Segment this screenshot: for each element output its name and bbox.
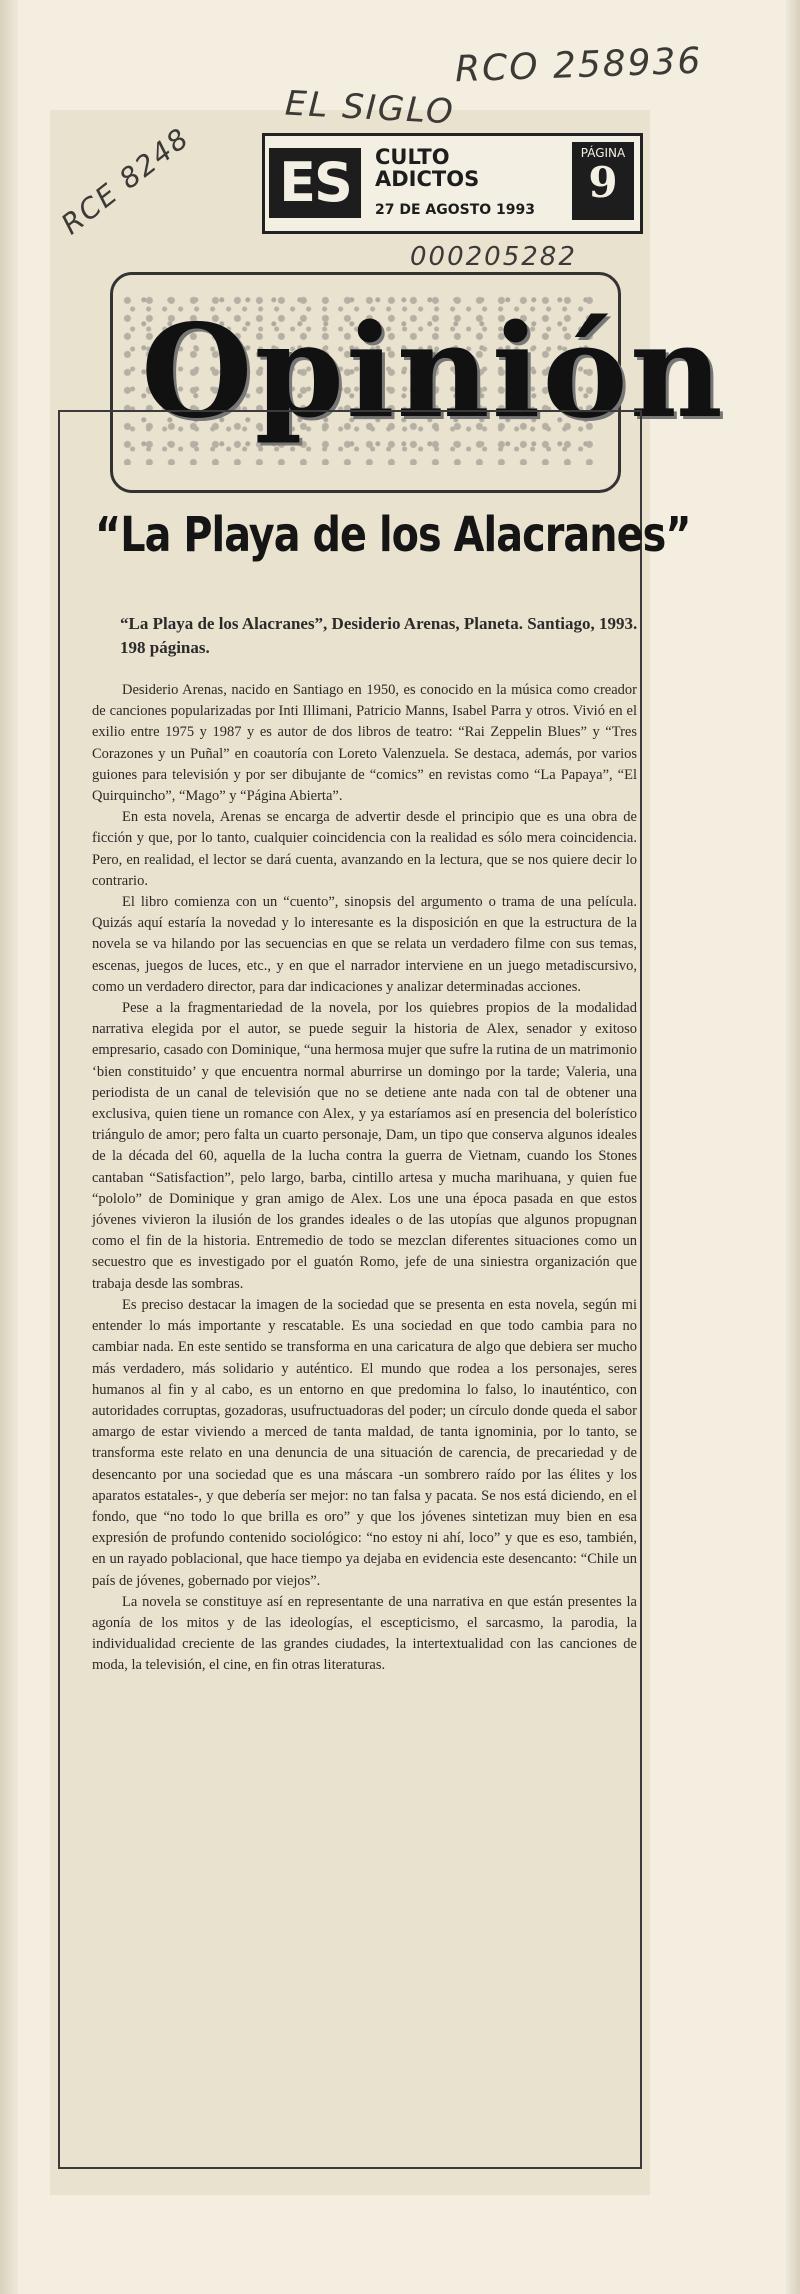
section-masthead bbox=[262, 133, 643, 234]
page-label: PÁGINA bbox=[580, 146, 626, 160]
section-title-line1: CULTO bbox=[375, 145, 450, 169]
page-edge-right bbox=[786, 0, 800, 2294]
article-body bbox=[92, 680, 637, 1677]
paragraph: En esta novela, Arenas se encarga de advertir desde el principio que es una obra de ficción y que, por lo tanto, cualquier coincidencia con la realidad es sólo mera coincidencia. Pero, en realidad, el lector se dará cuenta, avanzando en la lectura, que se nos quiere decir lo contrario. bbox=[92, 809, 637, 889]
section-logo: ES bbox=[269, 148, 361, 218]
page-edge-left bbox=[0, 0, 18, 2294]
section-title bbox=[375, 146, 479, 190]
paragraph: La novela se constituye así en representante de una narrativa en que están presentes la agonía de los mitos y de las ideologías, el escepticismo, el sarcasmo, la parodia, la individualidad creciente de las grandes ciudades, la intertextualidad con las canciones de moda, la televisión, el cine, en fin otras literaturas. bbox=[92, 1593, 637, 1674]
paragraph: Pese a la fragmentariedad de la novela, por los quiebres propios de la modalidad narrativa elegida por el autor, se puede seguir la historia de Alex, senador y exitoso empresario, casado con Dominique, “una hermosa mujer que sufre la rutina de un matrimonio ‘bien constituido’ y que encuentra normal aburrirse un domingo por la tarde; Valeria, una periodista de un canal de televisión que no se detiene ante nada con tal de obtener una exclusiva, quien tiene un romance con Alex, y ya estaríamos así en presencia del bolerístico triángulo de amor; pero falta un cuarto personaje, Dam, un tipo que conserva algunos ideales de la década del 60, aquella de la lucha contra la guerra de Vietnam, cuando los Stones cantaban “Satisfaction”, pelo largo, barba, cintillo artesa y mucha marihuana, y quien fue “pololo” de Dominique y gran amigo de Alex. Los une una época pasada en que estos jóvenes vivieron la ilusión de los grandes ideales o de las utopías que algunos propugnan como el fin de la historia. Entremedio de todo se mezclan diferentes situaciones como un secuestro que es investigado por el guatón Romo, jefe de una siniestra organización que trabaja desde las sombras. bbox=[92, 1000, 637, 1292]
archive-code: RCO 258936 bbox=[454, 40, 703, 91]
side-code: RCE 8248 bbox=[55, 120, 196, 242]
page-box bbox=[572, 142, 634, 220]
catalog-code: 000205282 bbox=[410, 242, 577, 272]
section-title-line2: ADICTOS bbox=[375, 167, 480, 191]
opinion-title: Opinión bbox=[141, 297, 725, 447]
paragraph: Es preciso destacar la imagen de la sociedad que se presenta en esta novela, según mi entender lo más importante y rescatable. Es una sociedad en que todo cambia para no cambiar nada. En este sentido se transforma en una caricatura de algo que debiera ser mucho más verdadero, más solidario y auténtico. El mundo que rodea a los personajes, seres humanos al fin y al cabo, es un entorno en que predomina lo falso, lo inauténtico, con autoridades corruptas, gozadoras, usufructuadoras del poder; un círculo donde queda el sabor amargo de estar viviendo a merced de tanta maldad, de tanta ignominia, por lo tanto, se transforma este relato en una denuncia de una situación de carencia, de precariedad y de desencanto por una sociedad que es una máscara -un sombrero raído por las élites y los aparatos estatales-, y que debería ser mejor: no tan falsa y pacata. Se nos está diciendo, en el fondo, que “no todo lo que brilla es oro” y que los jóvenes sintetizan muy bien en esa expresión de profundo contenido sociológico: “no estoy ni ahí, loco” y que es eso, también, en un rayado poblacional, que hace tiempo ya dejaba en evidencia este desencanto: “Chile un país de jóvenes, gobernado por viejos”. bbox=[92, 1296, 637, 1589]
book-reference: “La Playa de los Alacranes”, Desiderio Arenas, Planeta. Santiago, 1993. 198 páginas. bbox=[120, 614, 638, 657]
paragraph: Desiderio Arenas, nacido en Santiago en 1950, es conocido en la música como creador de canciones popularizadas por Inti Illimani, Patricio Manns, Isabel Parra y otros. Vivió en el exilio entre 1975 y 1987 y es autor de dos libros de teatro: “Rai Zeppelin Blues” y “Tres Corazones y un Puñal” en coautoría con Loreto Valenzuela. Se destaca, además, por varios guiones para televisión y por ser dibujante de “comics” en revistas como “La Papaya”, “El Quirquincho”, “Mago” y “Página Abierta”. bbox=[92, 682, 637, 805]
page-number: 9 bbox=[588, 158, 618, 207]
issue-date: 27 DE AGOSTO 1993 bbox=[375, 202, 536, 218]
paragraph: El libro comienza con un “cuento”, sinopsis del argumento o trama de una película. Quizás aquí estaría la novedad y lo interesante es la disposición en que la estructura de la novela se va hilando por las secuencias en que se relata un verdadero filme con sus temas, escenas, juegos de luces, etc., y en que el narrador interviene en un juego metadiscursivo, como un verdadero director, para dar indicaciones y analizar determinadas acciones. bbox=[92, 894, 637, 995]
article-headline: “La Playa de los Alacranes” bbox=[95, 507, 691, 563]
newspaper-name: EL SIGLO bbox=[284, 83, 456, 133]
